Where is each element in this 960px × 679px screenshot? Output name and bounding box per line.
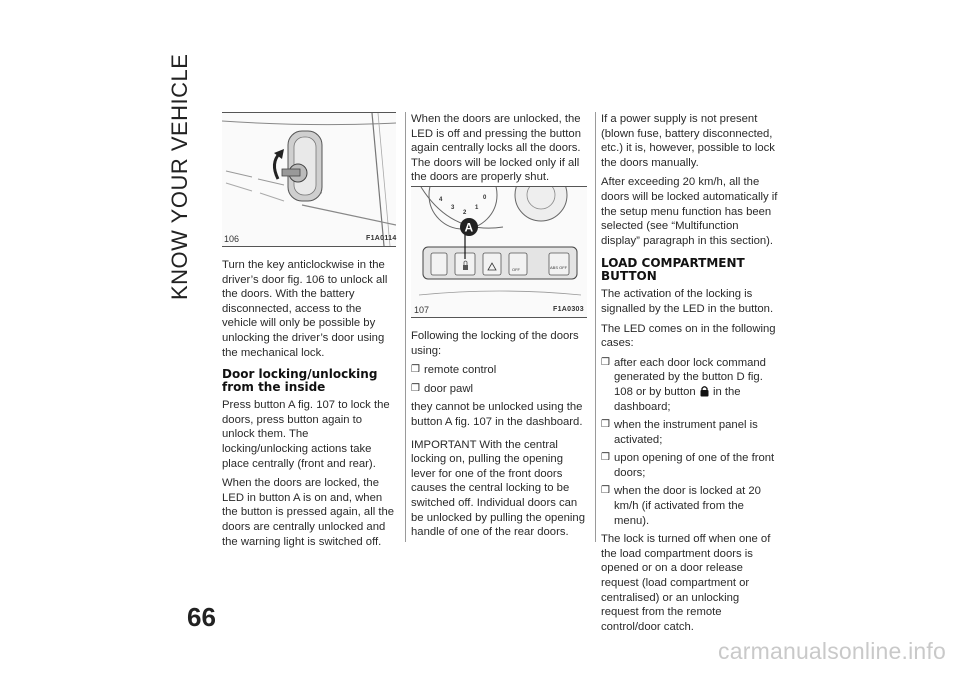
abs-off-button-label: ABS OFF: [550, 265, 568, 270]
col1-heading: Door locking/unlocking from the inside: [222, 367, 378, 394]
column-divider-1: [405, 112, 406, 542]
col3-paragraph-1: If a power supply is not present (blown fuse, battery disconnected, etc.) it is, however, possible to lock the doors manually.: [601, 113, 775, 169]
dashboard-button-illustration: [411, 187, 587, 317]
col3-paragraph-2: After exceeding 20 km/h, all the doors will be locked automatically if the setup menu function has been selected (see “Multifunction display” paragraph in this section).: [601, 176, 778, 247]
col3-bullet-3: ❒ upon opening of one of the front doors;: [601, 452, 775, 479]
column-divider-2: [595, 112, 596, 542]
bullet-box: ❒: [601, 419, 610, 431]
dial-number-4: 4: [439, 197, 443, 203]
figure-106-number: 106: [224, 234, 240, 244]
figure-106-code: F1A0114: [366, 235, 397, 242]
figure-106: [222, 112, 396, 247]
col2-bullet-pawl: ❒ door pawl: [411, 382, 473, 395]
callout-a-label: A: [464, 220, 474, 235]
bullet-box: ❒: [601, 356, 610, 368]
col3-bullet-4: ❒ when the door is locked at 20 km/h (if activated from the menu).: [601, 485, 761, 527]
col3-paragraph-4: The LED comes on in the following cases:: [601, 322, 776, 350]
col3-heading: LOAD COMPARTMENT BUTTON: [601, 256, 745, 283]
bullet-box: ❒: [411, 382, 420, 394]
section-side-title: KNOW YOUR VEHICLE: [167, 53, 192, 300]
bullet-box: ❒: [411, 364, 420, 376]
col1-paragraph-2: Press button A fig. 107 to lock the doors, press button again to unlock them. The locking/unlocking actions take place centrally (front and rear).: [222, 399, 390, 470]
dial-number-3: 3: [451, 205, 455, 211]
col2-paragraph-1: When the doors are unlocked, the LED is off and pressing the button again centrally locks all the doors. The doors will be locked only if all the doors are properly shut.: [411, 113, 581, 184]
page-number: 66: [187, 602, 216, 632]
figure-107: [411, 186, 587, 318]
col1-paragraph-3: When the doors are locked, the LED in button A is on and, when the button is pressed again, all the doors are centrally unlocked and the warning light is switched off.: [222, 477, 395, 548]
col1-paragraph-1: Turn the key anticlockwise in the driver’s door fig. 106 to unlock all the doors. With the battery disconnected, access to the vehicle will only be possible by unlocking the driver’s door using the mechanical lock.: [222, 259, 388, 359]
col3-bullet-1: ❒ after each door lock command generated by the button D fig. 108 or by button in the dashboard;: [601, 356, 766, 413]
col3-bullet-2: ❒ when the instrument panel is activated;: [601, 419, 758, 446]
dial-number-2: 2: [463, 210, 467, 216]
bullet-box: ❒: [601, 452, 610, 464]
column-2-continued: [411, 329, 587, 545]
column-3: [601, 112, 779, 639]
watermark-text: carmanualsonline.info: [718, 638, 946, 664]
off-button-label: OFF: [512, 267, 520, 272]
col3-paragraph-3: The activation of the locking is signalled by the LED in the button.: [601, 288, 774, 315]
col2-paragraph-2: Following the locking of the doors using:: [411, 330, 579, 357]
dial-number-1: 1: [475, 205, 479, 211]
column-2: [411, 112, 587, 190]
figure-107-code: F1A0303: [553, 306, 584, 313]
dial-number-0: 0: [483, 195, 487, 201]
col3-paragraph-5: The lock is turned off when one of the load compartment doors is opened or on a door release request (load compartment or centralised) or an unlocking request from the remote control/door catch.: [601, 533, 771, 633]
door-lock-illustration: [222, 113, 396, 246]
col2-paragraph-4: IMPORTANT With the central locking on, pulling the opening lever for one of the front doors causes the central locking to be switched off. Individual doors can be unlocked by pulling the opening handle of one of the rear doors.: [411, 438, 585, 539]
padlock-icon: [700, 385, 709, 397]
figure-107-number: 107: [414, 305, 430, 315]
col2-paragraph-3: they cannot be unlocked using the button A fig. 107 in the dashboard.: [411, 401, 583, 428]
col2-bullet-remote: ❒ remote control: [411, 364, 497, 377]
bullet-box: ❒: [601, 485, 610, 497]
column-1: [222, 258, 397, 554]
